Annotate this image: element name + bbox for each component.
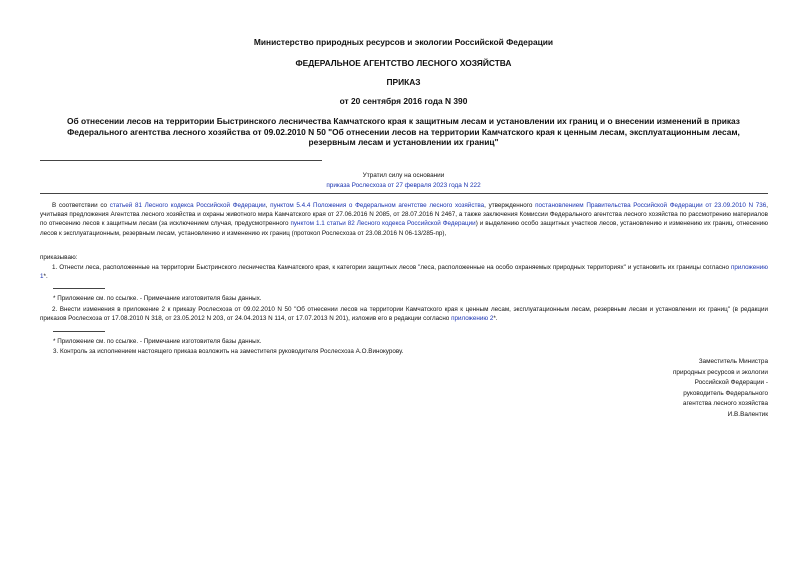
appendix-1-link[interactable]: приложению 1	[40, 264, 768, 281]
order-word: приказываю:	[40, 254, 78, 261]
footnote-2: * Приложение см. по ссылке. - Примечание изготовителя базы данных.	[53, 338, 262, 345]
status-link[interactable]: приказа Рослесхоза от 27 февраля 2023 года N 222	[326, 182, 481, 189]
doc-type-heading: ПРИКАЗ	[386, 77, 421, 87]
forest-code-article-link[interactable]: статьей 81 Лесного кодекса Российской Федерации	[109, 202, 266, 209]
agency-heading: ФЕДЕРАЛЬНОЕ АГЕНТСТВО ЛЕСНОГО ХОЗЯЙСТВА	[295, 58, 512, 68]
signature-line: руководитель Федерального	[683, 389, 768, 397]
title-line-2: Федерального агентства лесного хозяйства от 09.02.2010 N 50 "Об отнесении лесов на территории Камчатского края к ценным лесам, эксплуатационным лесам,	[67, 126, 740, 137]
preamble-text-4: , учитывая предложения Агентства лесного хозяйства и охраны животного мира Камчатского края от 27.06.2016 N 2085, от 28.07.2016 N 2467, а также заключения Комиссии Федерального агентства лесного хозяйства по рассмотрению материалов по отнесению лесов к защитным лесам (за исключением случая, предусмотренного	[40, 202, 769, 228]
title-line-3: резервным лесам и установлении их границ"	[308, 137, 499, 147]
title-line-1: Об отнесении лесов на территории Быстринского лесничества Камчатского края к защитным лесам и установлении их границ и о внесении изменений в приказ	[67, 116, 740, 126]
footnote-1: * Приложение см. по ссылке. - Примечание изготовителя базы данных.	[53, 295, 262, 302]
signature-line: природных ресурсов и экологии	[672, 368, 768, 376]
item-1-text: 1. Отнести леса, расположенные на территории Быстринского лесничества Камчатского края, к категории защитных лесов "леса, расположенные на особо охраняемых природных территориях" и установить их границы согласно	[52, 264, 731, 271]
status-label: Утратил силу на основании	[362, 172, 445, 179]
date-number-heading: от 20 сентября 2016 года N 390	[339, 96, 468, 106]
signature-block	[568, 357, 768, 420]
government-decree-link[interactable]: постановлением Правительства Российской Федерации от 23.09.2010 N 736	[535, 202, 767, 209]
footnote-divider-1	[53, 288, 105, 289]
item-1-tail: *.	[43, 273, 48, 281]
item-1	[40, 263, 768, 281]
preamble-paragraph	[40, 201, 768, 238]
forest-code-point-link[interactable]: пунктом 1.1 статьи 82 Лесного кодекса Российской Федерации	[290, 220, 476, 228]
signatory-name: И.В.Валентик	[727, 410, 768, 418]
signature-line: агентства лесного хозяйства	[682, 400, 768, 407]
title-divider	[40, 160, 322, 161]
preamble-text-3: , утвержденного	[484, 202, 536, 209]
item-2-text: 2. Внести изменения в приложение 2 к приказу Рослесхоза от 09.02.2010 N 50 "Об отнесении лесов на территории Камчатского края к ценным лесам, эксплуатационным лесам, резервным лесам и установлении их границ" (в редакции приказов Рослесхоза от 17.08.2010 N 318, от 23.05.2012 N 203, от 24.04.2013 N 114, от 17.07.2013 N 201), изложив его в редакции согласно	[40, 306, 768, 323]
item-2	[40, 305, 768, 323]
signature-line: Заместитель Министра	[698, 358, 768, 365]
status-divider	[40, 193, 768, 194]
regulation-point-link[interactable]: пунктом 5.4.4 Положения о Федеральном агентстве лесного хозяйства	[270, 202, 485, 209]
item-2-tail: *.	[493, 315, 498, 323]
preamble-text-5: ) и выделению особо защитных участков лесов, установлению и изменению их границ, отнесению лесов к эксплуатационным, резервным лесам, установлению и изменению их границ (протокол Рослесхоза от 23.08.2016 N 06-13/285-пр),	[40, 220, 768, 237]
preamble-text-2: ,	[265, 202, 271, 209]
item-3: 3. Контроль за исполнением настоящего приказа возложить на заместителя руководителя Рослесхоза А.О.Винокурову.	[53, 348, 404, 355]
ministry-heading: Министерство природных ресурсов и экологии Российской Федерации	[253, 37, 554, 47]
signature-line: Российской Федерации -	[694, 379, 768, 386]
appendix-2-link[interactable]: приложению 2	[451, 315, 494, 323]
document-title	[0, 116, 807, 148]
preamble-text-1: В соответствии со	[52, 202, 110, 209]
footnote-divider-2	[53, 331, 105, 332]
